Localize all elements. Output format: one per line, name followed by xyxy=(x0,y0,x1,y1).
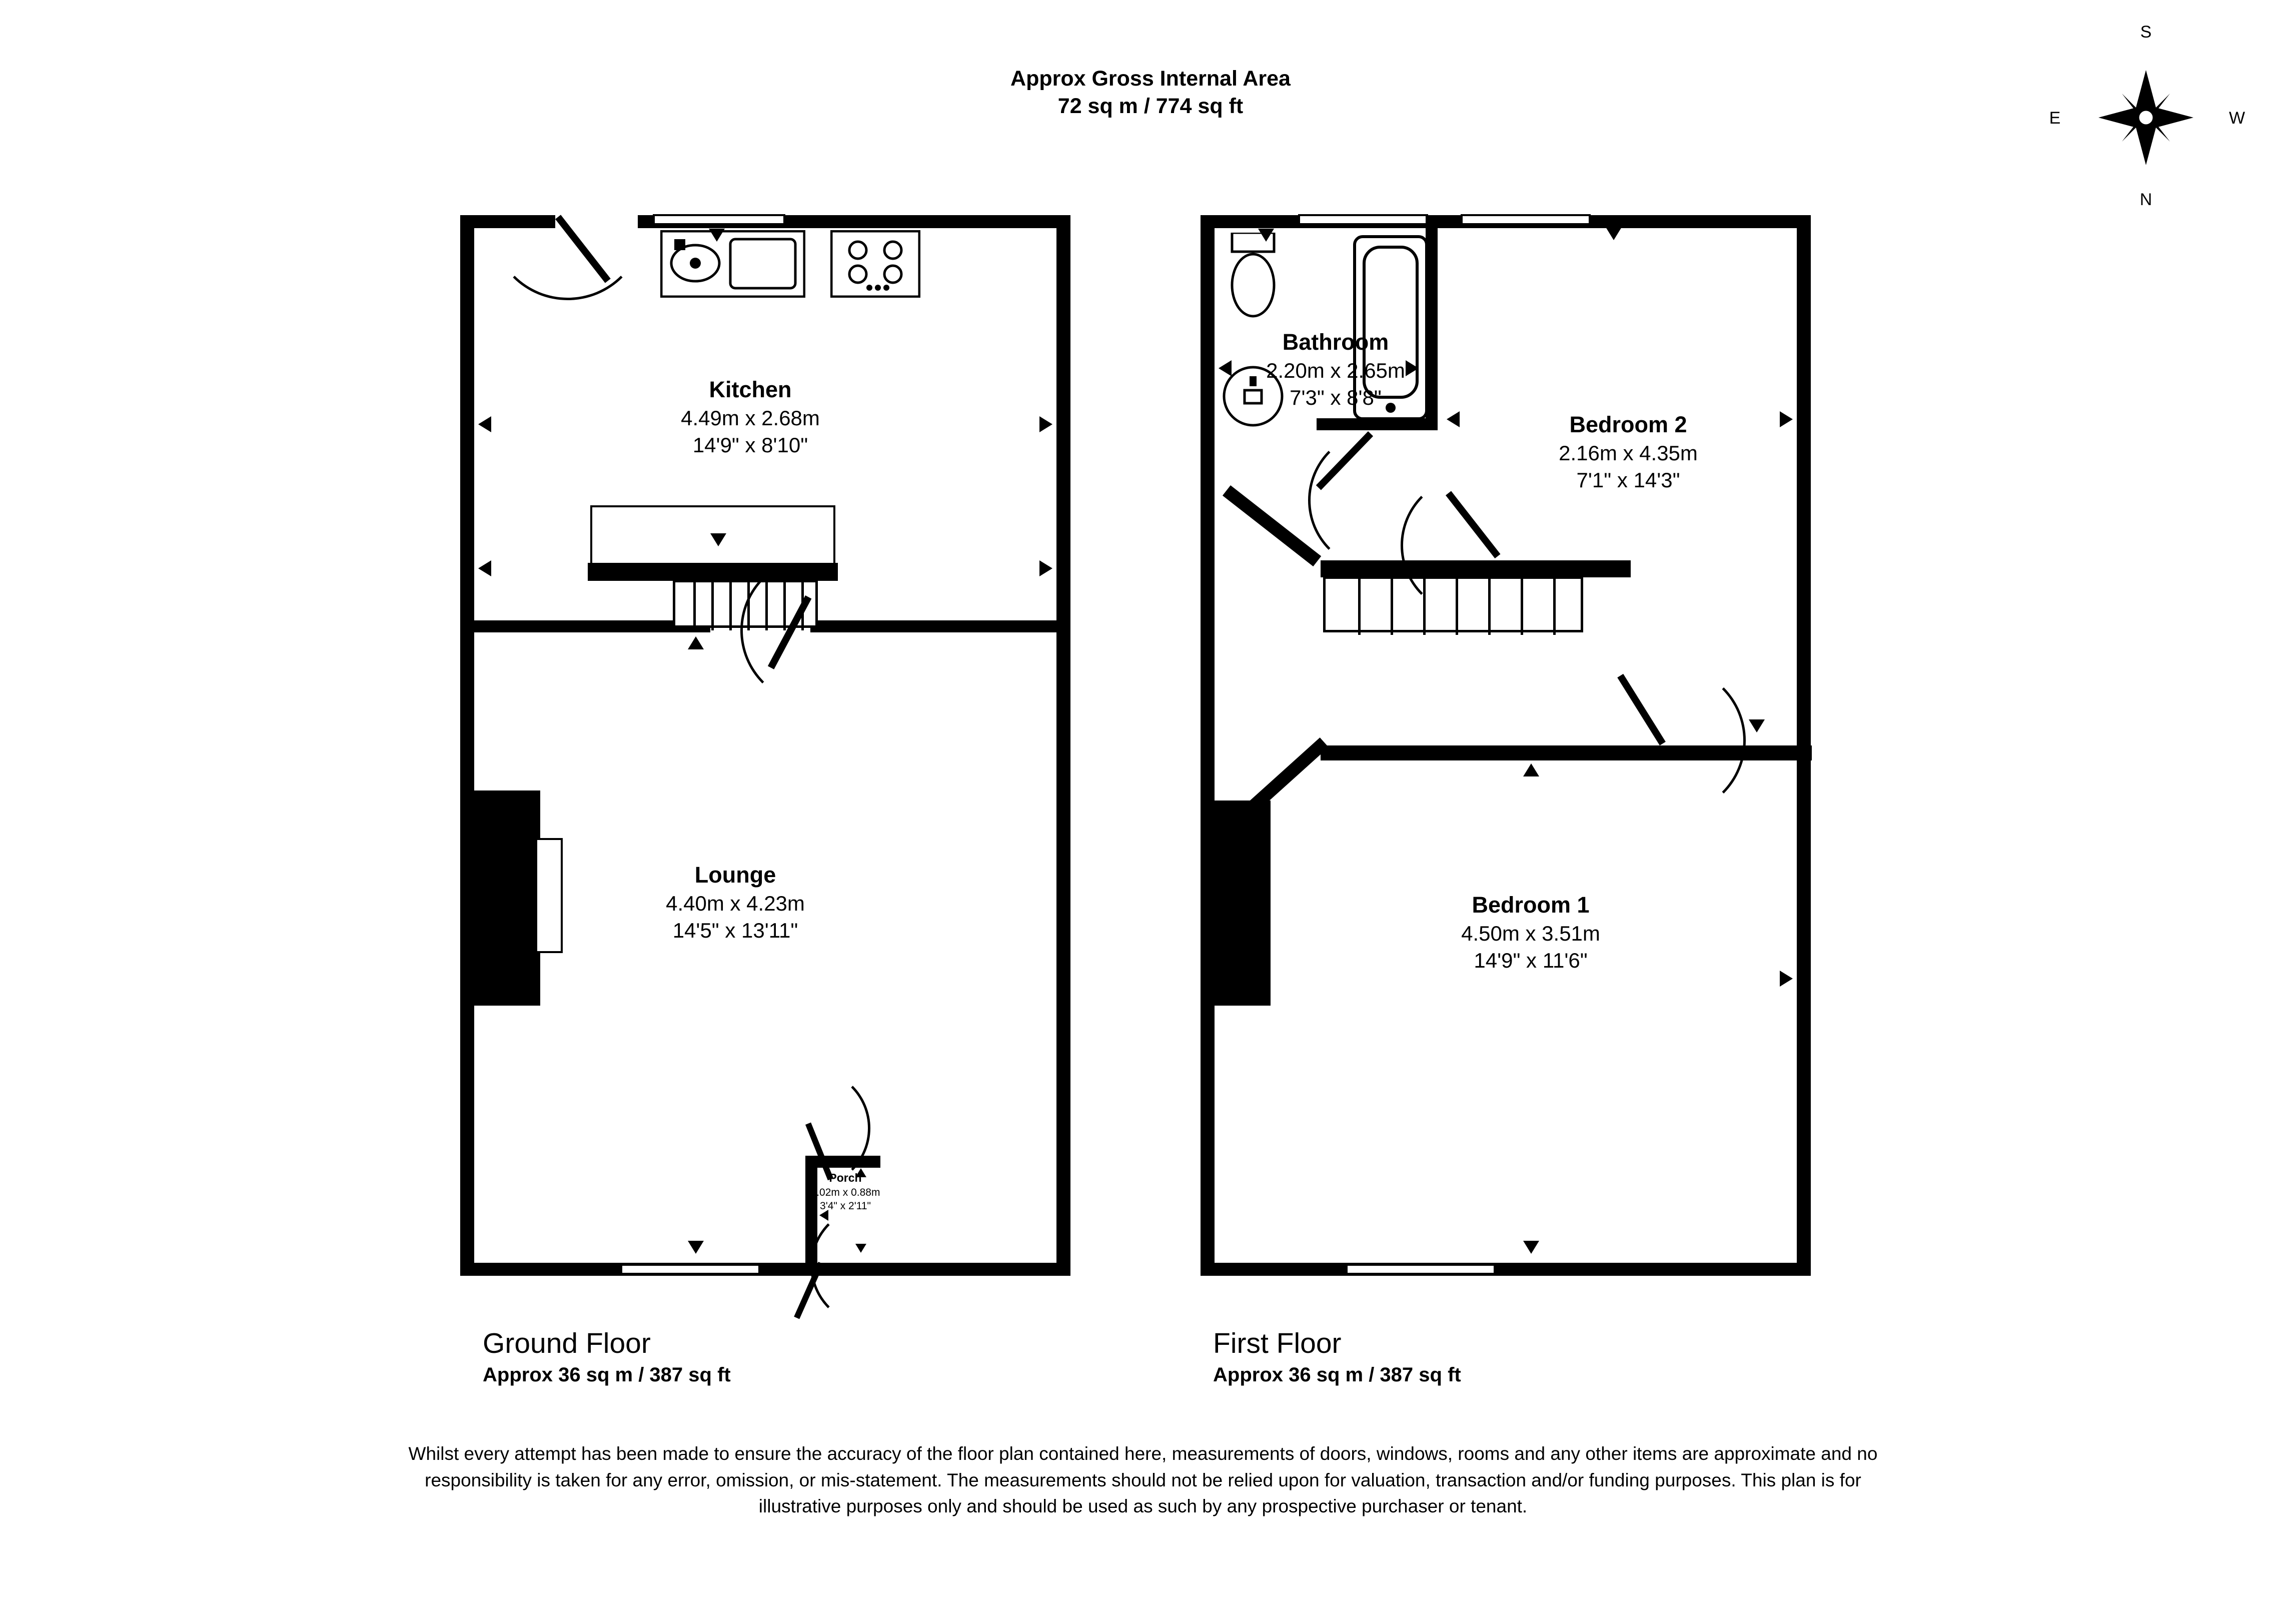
dim-arrow-lounge-bottom xyxy=(688,1241,704,1254)
stairs-left-bar xyxy=(588,563,606,581)
room-label-porch xyxy=(798,1171,893,1213)
gross-area-title: Approx Gross Internal Area xyxy=(1010,67,1291,91)
disclaimer-text: Whilst every attempt has been made to ensure the accuracy of the floor plan contained here, measurements of doors, windows, rooms and any other items are approximate and no responsibility is taken for any error, omission, or mis-statement. The measurements should not be relied upon for valuation, transaction and/or funding purposes. This plan is for illustrative purposes only and should be used as such by any prospective purchaser or tenant. xyxy=(408,1443,1878,1517)
chimney-breast-icon xyxy=(1206,800,1271,1006)
window-gap-kitchen-top-1 xyxy=(655,216,783,223)
door-swing-bedroom1 xyxy=(1596,665,1746,816)
compass-label-w: W xyxy=(2228,109,2245,128)
compass-label-n: N xyxy=(2139,190,2152,209)
room-label-lounge xyxy=(575,861,895,945)
gross-area-value: 72 sq m / 774 sq ft xyxy=(1057,94,1244,119)
dim-arrow-bedroom1-bottom xyxy=(1523,1241,1539,1254)
room-name-bedroom1: Bedroom 1 xyxy=(1472,892,1590,918)
wall-landing-stair-left xyxy=(1321,560,1339,577)
room-label-kitchen xyxy=(590,375,910,459)
room-dim-metric-kitchen: 4.49m x 2.68m xyxy=(681,406,820,430)
wall-bottom xyxy=(460,1263,1070,1276)
compass-label-s: S xyxy=(2140,23,2152,42)
dim-arrow-porch-bottom xyxy=(855,1244,866,1253)
first-floor-title: First Floor xyxy=(1213,1327,1342,1359)
ground-floor-area: Approx 36 sq m / 387 sq ft xyxy=(483,1364,731,1386)
room-dim-imperial-porch: 3'4" x 2'11" xyxy=(820,1200,871,1212)
window-bathroom-top xyxy=(1298,214,1428,225)
dim-arrow-kitchen-stairs xyxy=(710,533,726,546)
wall-landing-diagonal-top xyxy=(1223,485,1321,566)
room-dim-imperial-lounge: 14'5" x 13'11" xyxy=(672,919,798,943)
wall-bottom xyxy=(1201,1263,1811,1276)
room-name-bathroom: Bathroom xyxy=(1282,329,1389,355)
first-floor-area: Approx 36 sq m / 387 sq ft xyxy=(1213,1364,1461,1386)
room-name-lounge: Lounge xyxy=(694,862,776,888)
room-dim-metric-porch: 1.02m x 0.88m xyxy=(810,1186,880,1198)
room-dim-imperial-bathroom: 7'3" x 8'8" xyxy=(1290,386,1382,410)
ground-floor-caption xyxy=(483,1326,731,1388)
page-title xyxy=(700,65,1601,120)
dim-arrow-lounge-top xyxy=(688,636,704,649)
ground-floor-plan xyxy=(460,215,1110,1281)
stairs-outline-left xyxy=(590,505,592,565)
first-floor-caption xyxy=(1213,1326,1461,1388)
porch-door-swing xyxy=(810,1206,930,1326)
dim-arrow-lounge-right xyxy=(1039,560,1052,576)
room-dim-metric-bedroom2: 2.16m x 4.35m xyxy=(1559,441,1698,465)
room-name-bedroom2: Bedroom 2 xyxy=(1569,412,1687,437)
dim-arrow-bedroom1-left xyxy=(1219,971,1232,987)
room-dim-metric-bedroom1: 4.50m x 3.51m xyxy=(1461,921,1600,945)
dim-arrow-bedroom2-bottom xyxy=(1749,719,1765,732)
room-label-bathroom xyxy=(1181,328,1491,412)
room-name-porch: Porch xyxy=(829,1171,862,1184)
window-lounge-bottom xyxy=(620,1264,760,1275)
compass-rose-icon xyxy=(2041,18,2251,218)
dim-arrow-bedroom1-top xyxy=(1523,763,1539,776)
dim-arrow-bedroom2-left xyxy=(1447,411,1460,427)
window-bedroom2-top xyxy=(1461,214,1591,225)
wall-left xyxy=(460,215,474,1276)
sink-icon xyxy=(660,230,805,298)
room-dim-metric-lounge: 4.40m x 4.23m xyxy=(666,891,805,915)
stairs-outline-top xyxy=(590,505,835,507)
room-dim-imperial-bedroom2: 7'1" x 14'3" xyxy=(1576,468,1680,492)
dim-arrow-lounge-left xyxy=(478,560,491,576)
dim-arrow-bedroom2-top xyxy=(1606,227,1622,240)
wall-right xyxy=(1056,215,1070,1276)
dim-arrow-bathroom-top xyxy=(1258,229,1274,242)
room-label-bedroom1 xyxy=(1376,891,1686,975)
door-swing-kitchen-top xyxy=(490,145,645,300)
compass-label-e: E xyxy=(2049,109,2061,128)
chimney-breast-icon xyxy=(465,790,540,1006)
ground-floor-title: Ground Floor xyxy=(483,1327,651,1359)
window-bedroom1-bottom xyxy=(1346,1264,1496,1275)
dim-arrow-bedroom1-right xyxy=(1780,971,1793,987)
room-dim-imperial-kitchen: 14'9" x 8'10" xyxy=(692,433,808,457)
room-name-kitchen: Kitchen xyxy=(709,377,792,402)
door-swing-lounge-stairs xyxy=(740,555,890,705)
room-dim-imperial-bedroom1: 14'9" x 11'6" xyxy=(1474,949,1588,973)
door-swing-bedroom2 xyxy=(1401,475,1541,615)
room-dim-metric-bathroom: 2.20m x 2.65m xyxy=(1266,358,1405,382)
room-label-bedroom2 xyxy=(1473,410,1783,494)
first-floor-plan xyxy=(1201,215,1851,1281)
hob-icon xyxy=(830,230,920,298)
dim-arrow-kitchen-top xyxy=(709,229,725,242)
dim-arrow-kitchen-right xyxy=(1039,416,1052,432)
toilet-icon xyxy=(1223,233,1283,323)
dim-arrow-kitchen-left xyxy=(478,416,491,432)
fireplace-icon xyxy=(535,838,563,953)
stairs-outline-right xyxy=(833,505,835,565)
